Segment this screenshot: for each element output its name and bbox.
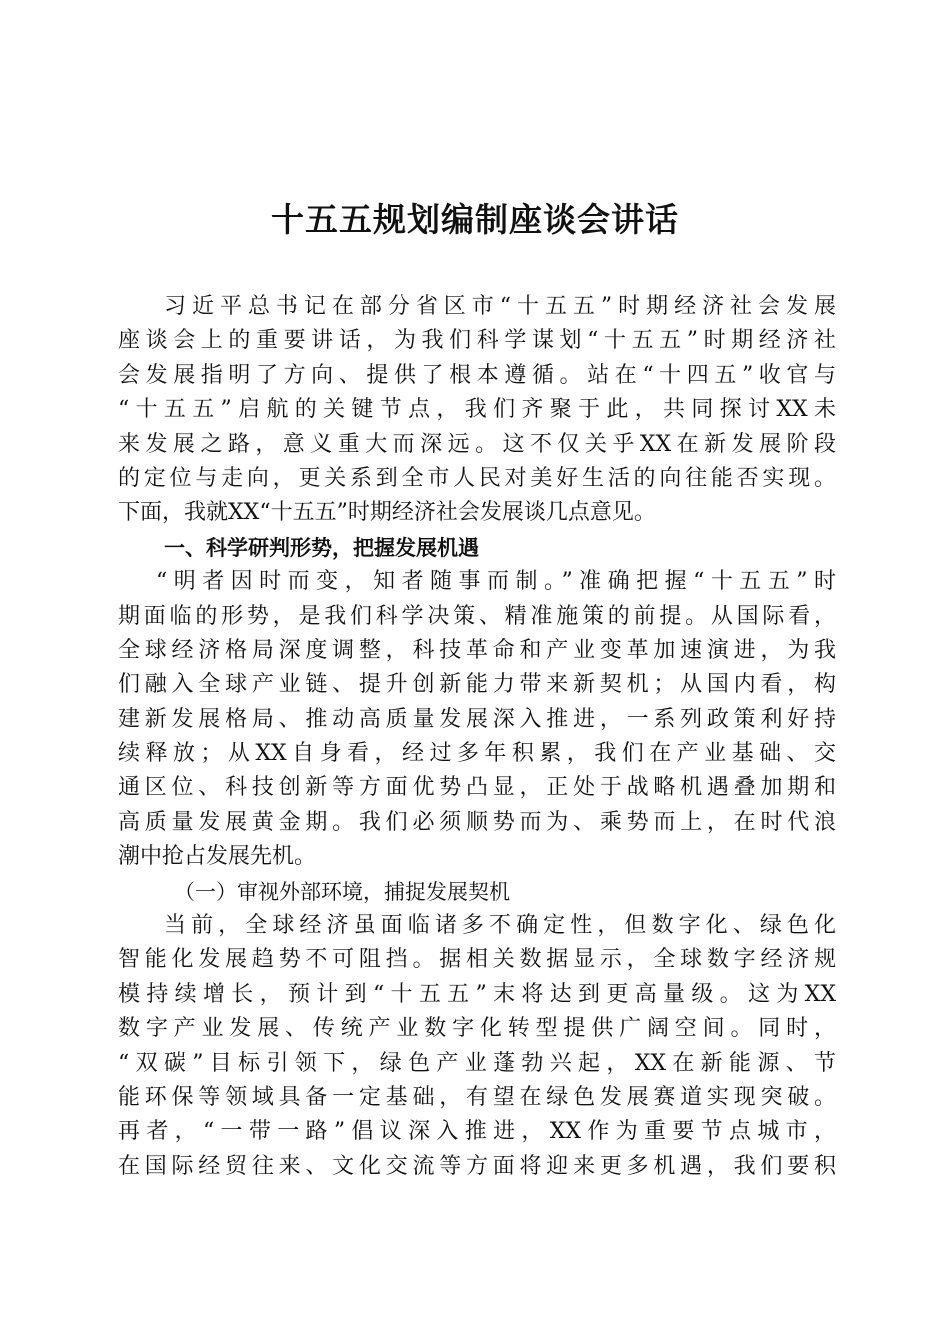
document-title: 十五五规划编制座谈会讲话 — [271, 200, 679, 239]
paragraph-3-line: 数字产业发展、传统产业数字化转型提供广阔空间。同时， — [118, 1016, 836, 1042]
document-body — [118, 290, 836, 1184]
section-heading-1: 一、科学研判形势，把握发展机遇 — [164, 535, 479, 560]
paragraph-1-line: 下面，我就XX“十五五”时期经济社会发展谈几点意见。 — [118, 500, 656, 526]
paragraph-1-line: 会发展指明了方向、提供了根本遵循。站在“十四五”收官与 — [118, 362, 836, 388]
subsection-heading-1: （一）审视外部环境，捕捉发展契机 — [174, 879, 510, 904]
paragraph-2-line: 建新发展格局、推动高质量发展深入推进，一系列政策利好持 — [118, 706, 836, 732]
paragraph-2-line: 全球经济格局深度调整，科技革命和产业变革加速演进，为我 — [118, 637, 836, 663]
paragraph-2-line: 通区位、科技创新等方面优势凸显，正处于战略机遇叠加期和 — [118, 775, 836, 801]
paragraph-2-line: 续释放；从XX自身看，经过多年积累，我们在产业基础、交 — [118, 741, 836, 767]
paragraph-2-line: 期面临的形势，是我们科学决策、精准施策的前提。从国际看， — [118, 603, 836, 629]
paragraph-1-line: 座谈会上的重要讲话，为我们科学谋划“十五五”时期经济社 — [118, 328, 836, 354]
paragraph-3-line: 再者，“一带一路”倡议深入推进，XX作为重要节点城市， — [118, 1119, 836, 1145]
paragraph-2-line: “明者因时而变，知者随事而制。”准确把握“十五五”时 — [156, 569, 836, 595]
paragraph-3-line: 模持续增长，预计到“十五五”末将达到更高量级。这为XX — [118, 981, 836, 1007]
paragraph-1-line: “十五五”启航的关键节点，我们齐聚于此，共同探讨XX未 — [118, 397, 836, 423]
paragraph-1-line: 来发展之路，意义重大而深远。这不仅关乎XX在新发展阶段 — [118, 431, 836, 457]
paragraph-3-line: 智能化发展趋势不可阻挡。据相关数据显示，全球数字经济规 — [118, 947, 836, 973]
paragraph-1-line: 的定位与走向，更关系到全市人民对美好生活的向往能否实现。 — [118, 465, 836, 491]
paragraph-3-line: 能环保等领域具备一定基础，有望在绿色发展赛道实现突破。 — [118, 1084, 836, 1110]
paragraph-1-line: 习近平总书记在部分省区市“十五五”时期经济社会发展 — [164, 294, 836, 319]
paragraph-3-line: 在国际经贸往来、文化交流等方面将迎来更多机遇，我们要积 — [118, 1153, 836, 1179]
paragraph-2-line: 高质量发展黄金期。我们必须顺势而为、乘势而上，在时代浪 — [118, 809, 836, 835]
paragraph-3-line: “双碳”目标引领下，绿色产业蓬勃兴起，XX在新能源、节 — [118, 1050, 836, 1076]
paragraph-2-line: 潮中抢占发展先机。 — [118, 844, 317, 870]
paragraph-3-line: 当前，全球经济虽面临诸多不确定性，但数字化、绿色化 — [164, 913, 836, 939]
paragraph-2-line: 们融入全球产业链、提升创新能力带来新契机；从国内看，构 — [118, 672, 836, 698]
